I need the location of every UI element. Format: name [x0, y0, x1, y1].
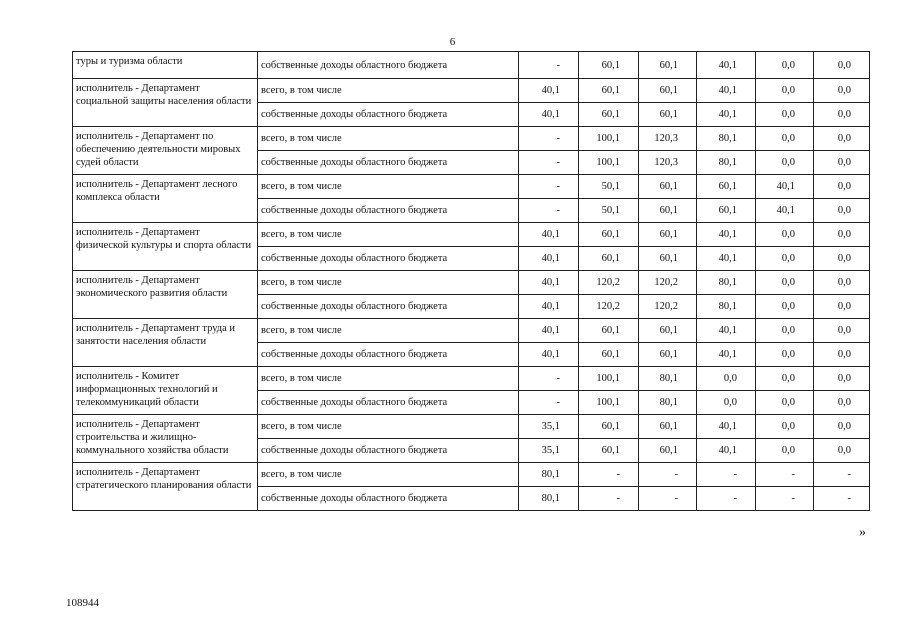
- value-cell: 60,1: [579, 247, 639, 271]
- value-cell: 50,1: [579, 175, 639, 199]
- closing-quote: »: [859, 525, 866, 540]
- funding-source-cell: собственные доходы областного бюджета: [258, 487, 519, 511]
- value-cell: 0,0: [697, 391, 756, 415]
- executor-cell: исполнитель - Департамент экономического развития области: [73, 271, 258, 319]
- value-cell: 60,1: [639, 199, 697, 223]
- value-cell: 0,0: [814, 247, 870, 271]
- value-cell: 0,0: [814, 127, 870, 151]
- value-cell: 0,0: [814, 391, 870, 415]
- value-cell: 60,1: [579, 103, 639, 127]
- value-cell: -: [519, 391, 579, 415]
- funding-source-cell: всего, в том числе: [258, 463, 519, 487]
- table-row: [73, 367, 870, 391]
- value-cell: -: [814, 463, 870, 487]
- value-cell: 0,0: [814, 223, 870, 247]
- value-cell: 60,1: [579, 79, 639, 103]
- funding-source-cell: собственные доходы областного бюджета: [258, 391, 519, 415]
- value-cell: 120,2: [639, 271, 697, 295]
- value-cell: 80,1: [519, 463, 579, 487]
- value-cell: 0,0: [697, 367, 756, 391]
- value-cell: 80,1: [697, 295, 756, 319]
- table-row: [73, 463, 870, 487]
- value-cell: 60,1: [639, 415, 697, 439]
- value-cell: 0,0: [756, 151, 814, 175]
- value-cell: 80,1: [697, 271, 756, 295]
- value-cell: 40,1: [519, 223, 579, 247]
- value-cell: 60,1: [697, 199, 756, 223]
- value-cell: 120,3: [639, 127, 697, 151]
- value-cell: 60,1: [639, 103, 697, 127]
- value-cell: 0,0: [814, 343, 870, 367]
- value-cell: 0,0: [814, 103, 870, 127]
- funding-source-cell: собственные доходы областного бюджета: [258, 103, 519, 127]
- value-cell: 0,0: [814, 367, 870, 391]
- value-cell: 60,1: [639, 52, 697, 79]
- value-cell: 35,1: [519, 439, 579, 463]
- value-cell: 60,1: [639, 343, 697, 367]
- value-cell: 40,1: [519, 319, 579, 343]
- value-cell: 40,1: [697, 343, 756, 367]
- value-cell: 80,1: [639, 367, 697, 391]
- funding-source-cell: всего, в том числе: [258, 175, 519, 199]
- value-cell: 40,1: [697, 319, 756, 343]
- value-cell: 40,1: [697, 439, 756, 463]
- value-cell: 60,1: [639, 247, 697, 271]
- value-cell: 100,1: [579, 367, 639, 391]
- executor-cell: исполнитель - Департамент физической культуры и спорта области: [73, 223, 258, 271]
- value-cell: 40,1: [519, 271, 579, 295]
- value-cell: 0,0: [814, 271, 870, 295]
- value-cell: 120,2: [639, 295, 697, 319]
- value-cell: 40,1: [756, 199, 814, 223]
- value-cell: 80,1: [519, 487, 579, 511]
- value-cell: 0,0: [756, 343, 814, 367]
- funding-source-cell: всего, в том числе: [258, 223, 519, 247]
- funding-source-cell: собственные доходы областного бюджета: [258, 247, 519, 271]
- value-cell: 40,1: [697, 79, 756, 103]
- table-row: [73, 175, 870, 199]
- value-cell: 40,1: [697, 223, 756, 247]
- funding-source-cell: всего, в том числе: [258, 367, 519, 391]
- value-cell: 40,1: [519, 343, 579, 367]
- value-cell: -: [756, 463, 814, 487]
- funding-source-cell: собственные доходы областного бюджета: [258, 295, 519, 319]
- value-cell: 120,2: [579, 295, 639, 319]
- executor-cell: исполнитель - Департамент социальной защиты населения области: [73, 79, 258, 127]
- value-cell: 0,0: [814, 319, 870, 343]
- value-cell: -: [756, 487, 814, 511]
- value-cell: 0,0: [756, 103, 814, 127]
- value-cell: -: [519, 367, 579, 391]
- value-cell: 0,0: [756, 52, 814, 79]
- value-cell: 0,0: [756, 223, 814, 247]
- value-cell: 120,2: [579, 271, 639, 295]
- value-cell: 60,1: [639, 223, 697, 247]
- value-cell: 60,1: [639, 175, 697, 199]
- executor-cell: исполнитель - Комитет информационных технологий и телекоммуникаций области: [73, 367, 258, 415]
- value-cell: 120,3: [639, 151, 697, 175]
- value-cell: 40,1: [519, 247, 579, 271]
- value-cell: 0,0: [756, 439, 814, 463]
- document-code: 108944: [66, 597, 99, 609]
- value-cell: 80,1: [697, 127, 756, 151]
- table-row: [73, 271, 870, 295]
- value-cell: 0,0: [814, 439, 870, 463]
- value-cell: 0,0: [756, 319, 814, 343]
- funding-source-cell: собственные доходы областного бюджета: [258, 52, 519, 79]
- value-cell: -: [519, 199, 579, 223]
- executor-cell: туры и туризма области: [73, 52, 258, 79]
- value-cell: 0,0: [814, 151, 870, 175]
- table-row: [73, 223, 870, 247]
- value-cell: 40,1: [519, 79, 579, 103]
- value-cell: -: [697, 463, 756, 487]
- value-cell: 40,1: [697, 103, 756, 127]
- funding-source-cell: всего, в том числе: [258, 319, 519, 343]
- funding-source-cell: собственные доходы областного бюджета: [258, 439, 519, 463]
- funding-source-cell: всего, в том числе: [258, 79, 519, 103]
- table-row: [73, 319, 870, 343]
- value-cell: 0,0: [756, 415, 814, 439]
- value-cell: -: [814, 487, 870, 511]
- value-cell: 0,0: [756, 367, 814, 391]
- value-cell: 0,0: [756, 391, 814, 415]
- value-cell: 0,0: [814, 175, 870, 199]
- value-cell: -: [639, 487, 697, 511]
- value-cell: 0,0: [814, 79, 870, 103]
- value-cell: 100,1: [579, 391, 639, 415]
- value-cell: -: [519, 151, 579, 175]
- page-number: 6: [449, 36, 456, 48]
- executor-cell: исполнитель - Департамент лесного комплекса области: [73, 175, 258, 223]
- value-cell: 60,1: [579, 52, 639, 79]
- value-cell: 60,1: [579, 439, 639, 463]
- value-cell: 60,1: [579, 415, 639, 439]
- funding-source-cell: всего, в том числе: [258, 271, 519, 295]
- budget-table: [72, 51, 870, 511]
- value-cell: 40,1: [697, 247, 756, 271]
- budget-table-body: [73, 52, 870, 511]
- value-cell: 40,1: [756, 175, 814, 199]
- table-row: [73, 79, 870, 103]
- value-cell: 100,1: [579, 127, 639, 151]
- value-cell: -: [579, 463, 639, 487]
- value-cell: 60,1: [639, 319, 697, 343]
- executor-cell: исполнитель - Департамент труда и занятости населения области: [73, 319, 258, 367]
- value-cell: 40,1: [697, 415, 756, 439]
- table-row: [73, 127, 870, 151]
- executor-cell: исполнитель - Департамент стратегического планирования области: [73, 463, 258, 511]
- value-cell: 40,1: [697, 52, 756, 79]
- value-cell: 0,0: [756, 79, 814, 103]
- funding-source-cell: собственные доходы областного бюджета: [258, 199, 519, 223]
- value-cell: -: [519, 127, 579, 151]
- value-cell: 35,1: [519, 415, 579, 439]
- value-cell: 40,1: [519, 295, 579, 319]
- value-cell: 60,1: [639, 439, 697, 463]
- value-cell: 60,1: [579, 319, 639, 343]
- value-cell: 0,0: [756, 247, 814, 271]
- value-cell: 50,1: [579, 199, 639, 223]
- value-cell: -: [639, 463, 697, 487]
- value-cell: 0,0: [756, 271, 814, 295]
- value-cell: 0,0: [756, 295, 814, 319]
- executor-cell: исполнитель - Департамент по обеспечению деятельности мировых судей области: [73, 127, 258, 175]
- table-row: [73, 52, 870, 79]
- value-cell: 80,1: [639, 391, 697, 415]
- value-cell: -: [519, 52, 579, 79]
- value-cell: 60,1: [639, 79, 697, 103]
- value-cell: 80,1: [697, 151, 756, 175]
- table-row: [73, 415, 870, 439]
- value-cell: 60,1: [579, 223, 639, 247]
- value-cell: 40,1: [519, 103, 579, 127]
- funding-source-cell: всего, в том числе: [258, 127, 519, 151]
- value-cell: 0,0: [814, 52, 870, 79]
- value-cell: 100,1: [579, 151, 639, 175]
- value-cell: 0,0: [814, 295, 870, 319]
- value-cell: 0,0: [814, 415, 870, 439]
- value-cell: -: [579, 487, 639, 511]
- value-cell: -: [697, 487, 756, 511]
- funding-source-cell: собственные доходы областного бюджета: [258, 151, 519, 175]
- funding-source-cell: собственные доходы областного бюджета: [258, 343, 519, 367]
- funding-source-cell: всего, в том числе: [258, 415, 519, 439]
- executor-cell: исполнитель - Департамент строительства и жилищно-коммунального хозяйства области: [73, 415, 258, 463]
- value-cell: 60,1: [697, 175, 756, 199]
- value-cell: 0,0: [814, 199, 870, 223]
- value-cell: 0,0: [756, 127, 814, 151]
- value-cell: 60,1: [579, 343, 639, 367]
- value-cell: -: [519, 175, 579, 199]
